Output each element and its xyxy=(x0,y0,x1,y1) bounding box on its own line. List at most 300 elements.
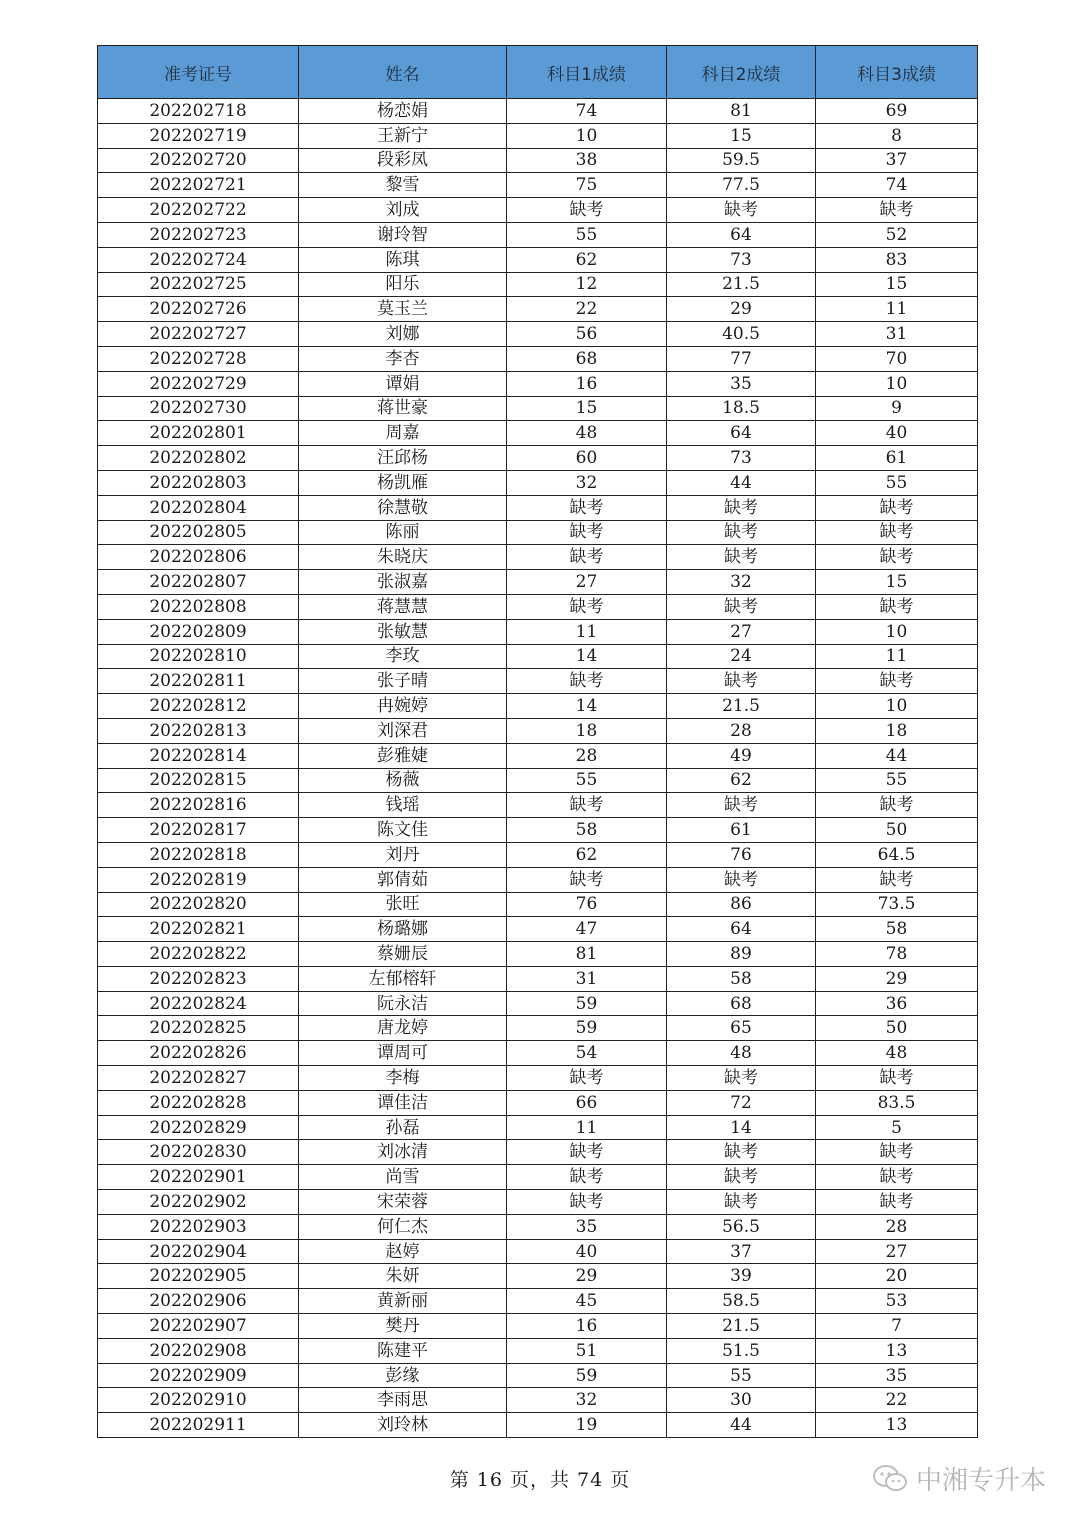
cell-name: 谭娟 xyxy=(299,371,507,396)
cell-subject2: 55 xyxy=(667,1363,816,1388)
cell-exam-id: 202202725 xyxy=(98,272,299,297)
cell-subject1: 缺考 xyxy=(507,1140,667,1165)
cell-subject1: 32 xyxy=(507,1388,667,1413)
cell-name: 阮永洁 xyxy=(299,991,507,1016)
cell-subject1: 51 xyxy=(507,1338,667,1363)
cell-subject3: 13 xyxy=(816,1338,978,1363)
cell-subject3: 50 xyxy=(816,1016,978,1041)
cell-subject2: 缺考 xyxy=(667,495,816,520)
table-row xyxy=(98,1289,978,1314)
table-row xyxy=(98,173,978,198)
cell-subject1: 68 xyxy=(507,346,667,371)
cell-name: 李玫 xyxy=(299,644,507,669)
cell-subject3: 40 xyxy=(816,421,978,446)
cell-subject2: 77.5 xyxy=(667,173,816,198)
cell-name: 刘玲林 xyxy=(299,1413,507,1438)
table-row xyxy=(98,322,978,347)
cell-subject2: 缺考 xyxy=(667,1140,816,1165)
table-row xyxy=(98,594,978,619)
cell-subject3: 83 xyxy=(816,247,978,272)
table-row xyxy=(98,1066,978,1091)
cell-subject1: 31 xyxy=(507,966,667,991)
cell-name: 樊丹 xyxy=(299,1314,507,1339)
cell-subject3: 70 xyxy=(816,346,978,371)
cell-subject3: 缺考 xyxy=(816,1165,978,1190)
cell-subject3: 73.5 xyxy=(816,892,978,917)
cell-name: 刘丹 xyxy=(299,842,507,867)
cell-subject2: 14 xyxy=(667,1115,816,1140)
cell-name: 王新宁 xyxy=(299,123,507,148)
cell-subject3: 10 xyxy=(816,694,978,719)
table-row xyxy=(98,942,978,967)
cell-exam-id: 202202727 xyxy=(98,322,299,347)
cell-exam-id: 202202828 xyxy=(98,1090,299,1115)
cell-subject2: 32 xyxy=(667,570,816,595)
cell-subject3: 15 xyxy=(816,272,978,297)
table-row xyxy=(98,1239,978,1264)
cell-name: 周嘉 xyxy=(299,421,507,446)
cell-subject2: 64 xyxy=(667,222,816,247)
cell-subject3: 58 xyxy=(816,917,978,942)
cell-subject3: 64.5 xyxy=(816,842,978,867)
cell-subject1: 16 xyxy=(507,1314,667,1339)
cell-subject3: 缺考 xyxy=(816,594,978,619)
table-row xyxy=(98,1165,978,1190)
table-row xyxy=(98,1214,978,1239)
cell-exam-id: 202202906 xyxy=(98,1289,299,1314)
cell-subject1: 59 xyxy=(507,1016,667,1041)
cell-name: 张敏慧 xyxy=(299,619,507,644)
cell-subject3: 50 xyxy=(816,818,978,843)
cell-subject2: 缺考 xyxy=(667,1165,816,1190)
table-row xyxy=(98,1413,978,1438)
cell-name: 谭佳洁 xyxy=(299,1090,507,1115)
cell-exam-id: 202202802 xyxy=(98,446,299,471)
cell-subject1: 28 xyxy=(507,743,667,768)
cell-exam-id: 202202805 xyxy=(98,520,299,545)
cell-subject2: 56.5 xyxy=(667,1214,816,1239)
cell-exam-id: 202202902 xyxy=(98,1190,299,1215)
cell-subject2: 缺考 xyxy=(667,1190,816,1215)
cell-subject2: 40.5 xyxy=(667,322,816,347)
cell-subject1: 缺考 xyxy=(507,198,667,223)
cell-subject3: 15 xyxy=(816,570,978,595)
cell-subject1: 81 xyxy=(507,942,667,967)
cell-subject3: 78 xyxy=(816,942,978,967)
cell-subject2: 缺考 xyxy=(667,594,816,619)
cell-exam-id: 202202718 xyxy=(98,99,299,124)
table-row xyxy=(98,991,978,1016)
cell-exam-id: 202202817 xyxy=(98,818,299,843)
cell-name: 蒋世豪 xyxy=(299,396,507,421)
cell-subject1: 40 xyxy=(507,1239,667,1264)
cell-subject3: 27 xyxy=(816,1239,978,1264)
cell-subject2: 21.5 xyxy=(667,272,816,297)
cell-exam-id: 202202815 xyxy=(98,768,299,793)
cell-exam-id: 202202830 xyxy=(98,1140,299,1165)
cell-subject2: 72 xyxy=(667,1090,816,1115)
cell-subject3: 缺考 xyxy=(816,520,978,545)
cell-subject2: 48 xyxy=(667,1041,816,1066)
cell-exam-id: 202202806 xyxy=(98,545,299,570)
table-row xyxy=(98,123,978,148)
cell-subject1: 54 xyxy=(507,1041,667,1066)
cell-exam-id: 202202910 xyxy=(98,1388,299,1413)
cell-subject3: 52 xyxy=(816,222,978,247)
cell-exam-id: 202202730 xyxy=(98,396,299,421)
cell-subject2: 39 xyxy=(667,1264,816,1289)
table-row xyxy=(98,619,978,644)
cell-subject3: 29 xyxy=(816,966,978,991)
cell-subject1: 12 xyxy=(507,272,667,297)
cell-subject2: 86 xyxy=(667,892,816,917)
table-row xyxy=(98,1338,978,1363)
cell-name: 陈琪 xyxy=(299,247,507,272)
header-subject3: 科目3成绩 xyxy=(816,46,978,99)
cell-exam-id: 202202804 xyxy=(98,495,299,520)
table-row xyxy=(98,247,978,272)
cell-subject2: 21.5 xyxy=(667,694,816,719)
table-row xyxy=(98,966,978,991)
cell-exam-id: 202202903 xyxy=(98,1214,299,1239)
cell-subject2: 缺考 xyxy=(667,545,816,570)
cell-exam-id: 202202821 xyxy=(98,917,299,942)
table-header xyxy=(98,46,978,99)
table-row xyxy=(98,470,978,495)
cell-subject2: 51.5 xyxy=(667,1338,816,1363)
cell-subject3: 10 xyxy=(816,619,978,644)
table-row xyxy=(98,867,978,892)
table-row xyxy=(98,1388,978,1413)
cell-subject1: 15 xyxy=(507,396,667,421)
table-row xyxy=(98,644,978,669)
cell-subject3: 48 xyxy=(816,1041,978,1066)
cell-subject2: 缺考 xyxy=(667,198,816,223)
cell-subject2: 30 xyxy=(667,1388,816,1413)
cell-subject2: 65 xyxy=(667,1016,816,1041)
cell-exam-id: 202202812 xyxy=(98,694,299,719)
cell-subject1: 14 xyxy=(507,694,667,719)
cell-subject2: 缺考 xyxy=(667,1066,816,1091)
cell-exam-id: 202202808 xyxy=(98,594,299,619)
cell-name: 杨薇 xyxy=(299,768,507,793)
cell-subject1: 缺考 xyxy=(507,867,667,892)
table-row xyxy=(98,768,978,793)
cell-name: 赵婷 xyxy=(299,1239,507,1264)
table-row xyxy=(98,198,978,223)
cell-name: 段彩凤 xyxy=(299,148,507,173)
cell-name: 黄新丽 xyxy=(299,1289,507,1314)
cell-subject1: 48 xyxy=(507,421,667,446)
cell-name: 莫玉兰 xyxy=(299,297,507,322)
cell-exam-id: 202202723 xyxy=(98,222,299,247)
cell-name: 冉婉婷 xyxy=(299,694,507,719)
cell-exam-id: 202202813 xyxy=(98,718,299,743)
cell-subject2: 89 xyxy=(667,942,816,967)
cell-name: 李雨思 xyxy=(299,1388,507,1413)
cell-exam-id: 202202728 xyxy=(98,346,299,371)
cell-subject1: 32 xyxy=(507,470,667,495)
cell-exam-id: 202202726 xyxy=(98,297,299,322)
cell-exam-id: 202202816 xyxy=(98,793,299,818)
cell-exam-id: 202202820 xyxy=(98,892,299,917)
cell-subject1: 14 xyxy=(507,644,667,669)
cell-name: 黎雪 xyxy=(299,173,507,198)
table-row xyxy=(98,1090,978,1115)
cell-name: 杨凯雁 xyxy=(299,470,507,495)
cell-subject1: 62 xyxy=(507,247,667,272)
cell-exam-id: 202202911 xyxy=(98,1413,299,1438)
cell-subject1: 35 xyxy=(507,1214,667,1239)
cell-subject1: 缺考 xyxy=(507,793,667,818)
cell-name: 左郁榕轩 xyxy=(299,966,507,991)
table-row xyxy=(98,669,978,694)
cell-subject1: 47 xyxy=(507,917,667,942)
table-row xyxy=(98,346,978,371)
cell-subject3: 44 xyxy=(816,743,978,768)
cell-name: 张子晴 xyxy=(299,669,507,694)
cell-subject2: 44 xyxy=(667,1413,816,1438)
cell-exam-id: 202202801 xyxy=(98,421,299,446)
table-row xyxy=(98,297,978,322)
cell-subject3: 缺考 xyxy=(816,867,978,892)
table-row xyxy=(98,99,978,124)
cell-subject2: 21.5 xyxy=(667,1314,816,1339)
cell-name: 陈丽 xyxy=(299,520,507,545)
cell-name: 彭雅婕 xyxy=(299,743,507,768)
table-row xyxy=(98,222,978,247)
cell-subject1: 缺考 xyxy=(507,669,667,694)
cell-name: 宋荣蓉 xyxy=(299,1190,507,1215)
cell-name: 何仁杰 xyxy=(299,1214,507,1239)
cell-exam-id: 202202905 xyxy=(98,1264,299,1289)
cell-subject1: 59 xyxy=(507,991,667,1016)
cell-name: 李梅 xyxy=(299,1066,507,1091)
cell-exam-id: 202202724 xyxy=(98,247,299,272)
cell-subject3: 13 xyxy=(816,1413,978,1438)
score-table xyxy=(97,45,978,1438)
header-row xyxy=(98,46,978,99)
cell-subject3: 55 xyxy=(816,470,978,495)
page-number: 第 16 页，共 74 页 xyxy=(449,1469,631,1491)
cell-name: 张淑嘉 xyxy=(299,570,507,595)
cell-exam-id: 202202823 xyxy=(98,966,299,991)
table-row xyxy=(98,743,978,768)
cell-subject1: 11 xyxy=(507,619,667,644)
cell-subject3: 9 xyxy=(816,396,978,421)
cell-subject3: 61 xyxy=(816,446,978,471)
cell-subject3: 缺考 xyxy=(816,1140,978,1165)
cell-subject2: 59.5 xyxy=(667,148,816,173)
cell-subject3: 缺考 xyxy=(816,793,978,818)
cell-subject2: 18.5 xyxy=(667,396,816,421)
cell-subject2: 73 xyxy=(667,446,816,471)
cell-exam-id: 202202720 xyxy=(98,148,299,173)
cell-subject2: 68 xyxy=(667,991,816,1016)
cell-subject2: 15 xyxy=(667,123,816,148)
cell-subject3: 7 xyxy=(816,1314,978,1339)
table-row xyxy=(98,1363,978,1388)
cell-subject2: 64 xyxy=(667,917,816,942)
cell-subject1: 76 xyxy=(507,892,667,917)
cell-subject2: 58.5 xyxy=(667,1289,816,1314)
cell-subject2: 37 xyxy=(667,1239,816,1264)
cell-subject3: 74 xyxy=(816,173,978,198)
cell-name: 彭缘 xyxy=(299,1363,507,1388)
cell-exam-id: 202202814 xyxy=(98,743,299,768)
cell-subject1: 56 xyxy=(507,322,667,347)
cell-subject1: 缺考 xyxy=(507,1190,667,1215)
cell-subject1: 74 xyxy=(507,99,667,124)
cell-name: 朱妍 xyxy=(299,1264,507,1289)
header-subject2: 科目2成绩 xyxy=(667,46,816,99)
table-row xyxy=(98,495,978,520)
cell-subject1: 缺考 xyxy=(507,1165,667,1190)
cell-subject1: 59 xyxy=(507,1363,667,1388)
cell-exam-id: 202202809 xyxy=(98,619,299,644)
cell-subject1: 60 xyxy=(507,446,667,471)
cell-name: 朱晓庆 xyxy=(299,545,507,570)
cell-subject2: 24 xyxy=(667,644,816,669)
cell-subject2: 35 xyxy=(667,371,816,396)
cell-subject1: 11 xyxy=(507,1115,667,1140)
table-row xyxy=(98,917,978,942)
cell-subject3: 36 xyxy=(816,991,978,1016)
table-row xyxy=(98,1041,978,1066)
cell-exam-id: 202202826 xyxy=(98,1041,299,1066)
cell-name: 蒋慧慧 xyxy=(299,594,507,619)
cell-subject2: 81 xyxy=(667,99,816,124)
cell-exam-id: 202202811 xyxy=(98,669,299,694)
cell-subject2: 76 xyxy=(667,842,816,867)
cell-exam-id: 202202909 xyxy=(98,1363,299,1388)
cell-subject3: 18 xyxy=(816,718,978,743)
cell-exam-id: 202202807 xyxy=(98,570,299,595)
table-row xyxy=(98,371,978,396)
table-row xyxy=(98,1016,978,1041)
table-row xyxy=(98,1190,978,1215)
cell-subject2: 29 xyxy=(667,297,816,322)
cell-subject3: 缺考 xyxy=(816,669,978,694)
cell-subject1: 27 xyxy=(507,570,667,595)
table-row xyxy=(98,396,978,421)
cell-subject2: 64 xyxy=(667,421,816,446)
cell-subject2: 28 xyxy=(667,718,816,743)
cell-subject3: 缺考 xyxy=(816,495,978,520)
cell-subject1: 45 xyxy=(507,1289,667,1314)
cell-name: 杨璐娜 xyxy=(299,917,507,942)
table-row xyxy=(98,793,978,818)
cell-exam-id: 202202819 xyxy=(98,867,299,892)
table-row xyxy=(98,545,978,570)
cell-subject1: 66 xyxy=(507,1090,667,1115)
cell-subject2: 62 xyxy=(667,768,816,793)
cell-subject1: 缺考 xyxy=(507,520,667,545)
cell-name: 尚雪 xyxy=(299,1165,507,1190)
cell-subject3: 55 xyxy=(816,768,978,793)
cell-subject3: 缺考 xyxy=(816,1190,978,1215)
cell-name: 陈建平 xyxy=(299,1338,507,1363)
table-row xyxy=(98,570,978,595)
cell-exam-id: 202202904 xyxy=(98,1239,299,1264)
cell-subject2: 73 xyxy=(667,247,816,272)
cell-name: 谭周可 xyxy=(299,1041,507,1066)
cell-subject2: 58 xyxy=(667,966,816,991)
cell-subject2: 49 xyxy=(667,743,816,768)
cell-subject1: 22 xyxy=(507,297,667,322)
wechat-icon xyxy=(872,1464,908,1494)
cell-subject2: 缺考 xyxy=(667,520,816,545)
cell-exam-id: 202202825 xyxy=(98,1016,299,1041)
table-row xyxy=(98,1314,978,1339)
cell-subject3: 20 xyxy=(816,1264,978,1289)
cell-name: 徐慧敬 xyxy=(299,495,507,520)
cell-exam-id: 202202829 xyxy=(98,1115,299,1140)
header-exam-id: 准考证号 xyxy=(98,46,299,99)
cell-name: 汪邱杨 xyxy=(299,446,507,471)
cell-subject1: 18 xyxy=(507,718,667,743)
cell-subject2: 缺考 xyxy=(667,669,816,694)
cell-subject1: 62 xyxy=(507,842,667,867)
cell-subject2: 44 xyxy=(667,470,816,495)
cell-exam-id: 202202818 xyxy=(98,842,299,867)
cell-exam-id: 202202729 xyxy=(98,371,299,396)
cell-subject3: 35 xyxy=(816,1363,978,1388)
cell-subject3: 69 xyxy=(816,99,978,124)
cell-exam-id: 202202822 xyxy=(98,942,299,967)
cell-subject1: 缺考 xyxy=(507,495,667,520)
table-row xyxy=(98,272,978,297)
cell-exam-id: 202202721 xyxy=(98,173,299,198)
table-row xyxy=(98,421,978,446)
cell-subject3: 缺考 xyxy=(816,198,978,223)
cell-subject1: 55 xyxy=(507,768,667,793)
cell-name: 刘成 xyxy=(299,198,507,223)
cell-exam-id: 202202907 xyxy=(98,1314,299,1339)
cell-subject1: 缺考 xyxy=(507,545,667,570)
cell-subject1: 缺考 xyxy=(507,1066,667,1091)
table-row xyxy=(98,1115,978,1140)
cell-subject2: 77 xyxy=(667,346,816,371)
table-row xyxy=(98,1140,978,1165)
cell-name: 钱瑶 xyxy=(299,793,507,818)
cell-name: 刘冰清 xyxy=(299,1140,507,1165)
cell-subject1: 38 xyxy=(507,148,667,173)
cell-subject3: 11 xyxy=(816,644,978,669)
cell-name: 蔡姗辰 xyxy=(299,942,507,967)
cell-subject2: 缺考 xyxy=(667,793,816,818)
cell-subject2: 61 xyxy=(667,818,816,843)
cell-subject1: 58 xyxy=(507,818,667,843)
watermark-text: 中湘专升本 xyxy=(915,1466,1046,1496)
cell-subject3: 53 xyxy=(816,1289,978,1314)
table-row xyxy=(98,818,978,843)
cell-name: 阳乐 xyxy=(299,272,507,297)
cell-exam-id: 202202827 xyxy=(98,1066,299,1091)
cell-name: 刘深君 xyxy=(299,718,507,743)
cell-subject1: 55 xyxy=(507,222,667,247)
cell-name: 刘娜 xyxy=(299,322,507,347)
cell-name: 唐龙婷 xyxy=(299,1016,507,1041)
cell-name: 郭倩茹 xyxy=(299,867,507,892)
cell-name: 张旺 xyxy=(299,892,507,917)
table-row xyxy=(98,842,978,867)
cell-subject3: 缺考 xyxy=(816,545,978,570)
cell-subject1: 10 xyxy=(507,123,667,148)
table-row xyxy=(98,892,978,917)
header-subject1: 科目1成绩 xyxy=(507,46,667,99)
table-body xyxy=(98,99,978,1438)
